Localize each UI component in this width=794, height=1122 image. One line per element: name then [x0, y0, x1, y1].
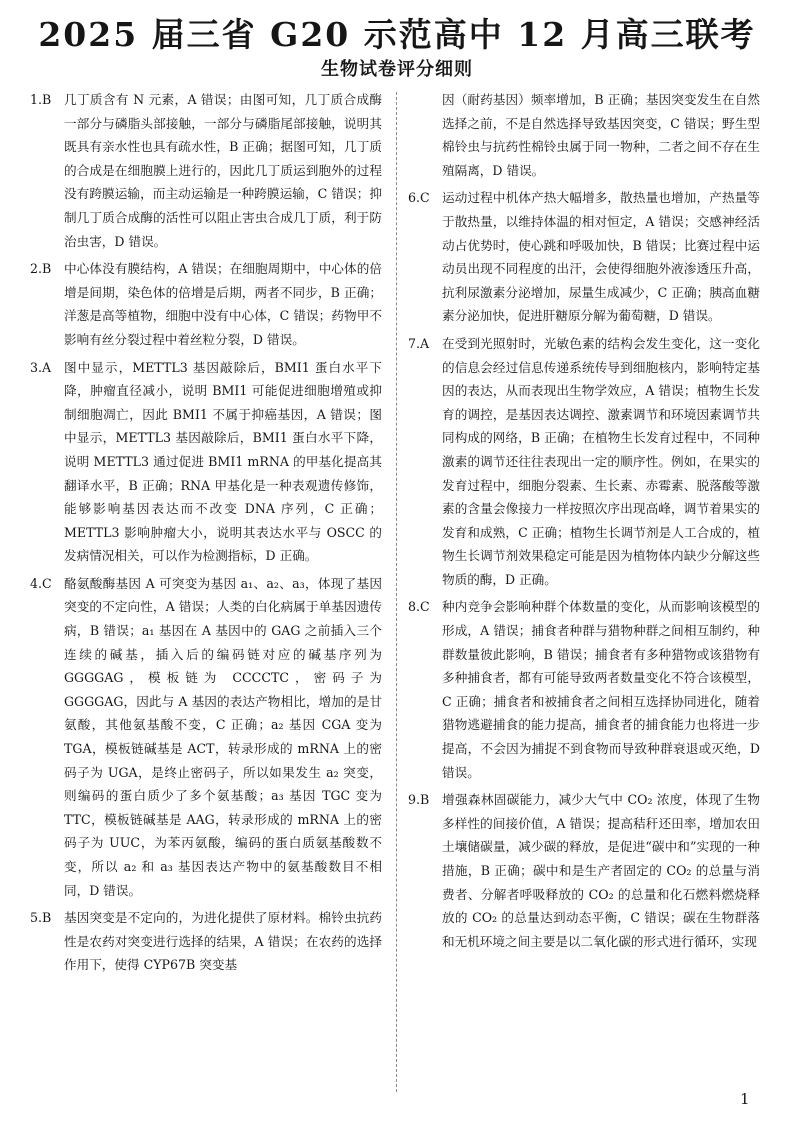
answer-explanation: 种内竞争会影响种群个体数量的变化，从而影响该模型的形成，A 错误；捕食者种群与猎物种群之间相互制约，种群数量彼此影响，B 错误；捕食者有多种猎物或该猎物有多种捕食者，都有可能导致两者数量变化不符合该模型，C 正确；捕食者和被捕食者之间相互选择协同进化，随着猎物逃避捕食的能力提高，捕食者的捕食能力也将进一步提高，不会因为捕捉不到食物而导致种群衰退或灭绝，D 错误。: [442, 599, 760, 780]
answer-item: [408, 186, 760, 328]
answer-number: 6.C: [408, 190, 430, 206]
answer-number: 2.B: [30, 261, 52, 277]
left-column: [30, 88, 382, 981]
answer-item: [30, 356, 382, 568]
answer-number: 1.B: [30, 92, 52, 107]
answer-item: [408, 788, 760, 953]
answer-item: [408, 332, 760, 592]
page-number: 1: [740, 1090, 750, 1108]
right-column: [408, 88, 760, 957]
answer-explanation: 酪氨酸酶基因 A 可突变为基因 a₁、a₂、a₃，体现了基因突变的不定向性，A 错误；人类的白化病属于单基因遗传病，B 错误；a₁ 基因在 A 基因中的 GAG 之前插入三个连续的碱基，插入后的编码链对应的碱基序列为 GGGGAG，模板链为 CCCCTC，密码子为 GGGGAG，因此与 A 基因的表达产物相比，增加的是甘氨酸，其他氨基酸不变，C 正确；a₂ 基因 CGA 变为 TGA，模板链碱基是 ACT，转录形成的 mRNA 上的密码子为 UGA，是终止密码子，所以如果发生 a₂ 突变，则编码的蛋白质少了多个氨基酸；a₃ 基因 TGC 变为 TTC，模板链碱基是 AAG，转录形成的 mRNA 上的密码子为 UUC，为苯丙氨酸，编码的蛋白质氨基酸数不变，所以 a₂ 和 a₃ 基因表达产物中的氨基酸数目不相同，D 错误。: [64, 575, 382, 898]
answer-number: 5.B: [30, 910, 52, 926]
answer-item: [30, 572, 382, 902]
answer-number: 8.C: [408, 599, 430, 615]
answer-explanation: 图中显示，METTL3 基因敲除后，BMI1 蛋白水平下降，肿瘤直径减小，说明 BMI1 可能促进细胞增殖或抑制细胞凋亡，因此 BMI1 不属于抑癌基因，A 错误；图中显示，METTL3 基因敲除后，BMI1 蛋白水平下降，说明 METTL3 通过促进 BMI1 mRNA 的甲基化提高其翻译水平，B 正确；RNA 甲基化是一种表观遗传修饰，能够影响基因表达而不改变 DNA 序列，C 正确；METTL3 影响肿瘤大小，说明其表达水平与 OSCC 的发病情况相关，可以作为检测指标，D 正确。: [64, 359, 382, 564]
answer-explanation: 中心体没有膜结构，A 错误；在细胞周期中，中心体的倍增是间期，染色体的倍增是后期，两者不同步，B 正确；洋葱是高等植物，细胞中没有中心体，C 错误；药物甲不影响有丝分裂过程中着丝粒分裂，D 错误。: [64, 261, 382, 347]
answer-explanation: 增强森林固碳能力，减少大气中 CO₂ 浓度，体现了生物多样性的间接价值，A 错误；提高秸秆还田率，增加农田土壤储碳量，减少碳的释放，是促进“碳中和”实现的一种措施，B 正确；碳中和是生产者固定的 CO₂ 的总量与消费者、分解者呼吸释放的 CO₂ 的总量和化石燃料燃烧释放的 CO₂ 的总量达到动态平衡，C 错误；碳在生物群落和无机环境之间主要是以二氧化碳的形式进行循环，实现: [442, 792, 760, 949]
answer-item: [30, 257, 382, 351]
answer-item: [30, 88, 382, 253]
answer-number: 7.A: [408, 335, 430, 351]
page-subtitle: 生物试卷评分细则: [321, 59, 473, 80]
answer-explanation: 运动过程中机体产热大幅增多，散热量也增加，产热量等于散热量，以维持体温的相对恒定，A 错误；交感神经活动占优势时，使心跳和呼吸加快，B 错误；比赛过程中运动员出现不同程度的出汗，会使得细胞外液渗透压升高，抗利尿激素分泌增加，尿量生成减少，C 正确；胰高血糖素分泌加快，促进肝糖原分解为葡萄糖，D 错误。: [442, 190, 760, 324]
answer-number: 9.B: [408, 792, 430, 808]
column-divider: [396, 92, 397, 1092]
answer-number: 4.C: [30, 575, 52, 591]
page-title: 2025 届三省 G20 示范高中 12 月高三联考: [38, 15, 756, 54]
answer-explanation: 在受到光照射时，光敏色素的结构会发生变化，这一变化的信息会经过信息传递系统传导到细胞核内，影响特定基因的表达，从而表现出生物学效应，A 错误；植物生长发育的调控，是基因表达调控、激素调节和环境因素调节共同构成的网络，B 正确；在植物生长发育过程中，不同种激素的调节还往往表现出一定的顺序性。例如，在果实的发育过程中，细胞分裂素、生长素、赤霉素、脱落酸等激素的含量会像接力一样按照次序出现高峰，调节着果实的发育和成熟，C 正确；植物生长调节剂是人工合成的，植物生长调节剂效果稳定可能是因为植物体内缺少分解这些物质的酶，D 正确。: [442, 335, 760, 587]
answer-explanation: 基因突变是不定向的，为进化提供了原材料。棉铃虫抗药性是农药对突变进行选择的结果，A 错误；在农药的选择作用下，使得 CYP67B 突变基: [64, 910, 382, 973]
answer-explanation: 几丁质含有 N 元素，A 错误；由图可知，几丁质合成酶一部分与磷脂头部接触，一部分与磷脂尾部接触，说明其既具有亲水性也具有疏水性，B 正确；据图可知，几丁质的合成是在细胞膜上进行的，因此几丁质运到胞外的过程没有跨膜运输，而主动运输是一种跨膜运输，C 错误；抑制几丁质合成酶的活性可以阻止害虫合成几丁质，利于防治虫害，D 错误。: [64, 92, 382, 249]
answer-continuation: 因（耐药基因）频率增加，B 正确；基因突变发生在自然选择之前，不是自然选择导致基因突变，C 错误；野生型棉铃虫与抗药性棉铃虫属于同一物种，二者之间不存在生殖隔离，D 错误。: [442, 92, 760, 178]
answer-item: [30, 906, 382, 977]
answer-item: [408, 595, 760, 784]
answer-number: 3.A: [30, 359, 52, 375]
